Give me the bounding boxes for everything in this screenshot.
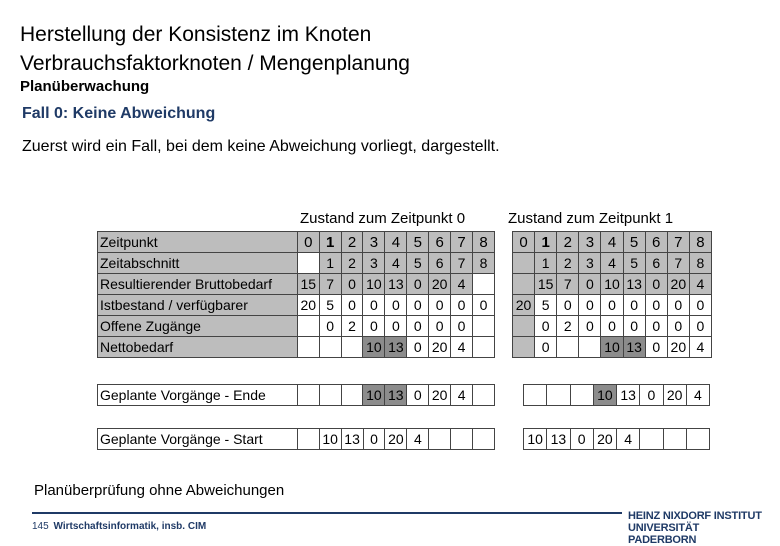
table-cell xyxy=(686,429,709,450)
table-cell xyxy=(524,385,547,406)
table-cell: 13 xyxy=(623,337,645,358)
table-cell: 20 xyxy=(667,337,689,358)
table-cell: 4 xyxy=(601,232,623,253)
table-0-ende xyxy=(97,384,495,406)
row-offene-zugaenge xyxy=(513,316,712,337)
table-cell: 5 xyxy=(407,253,429,274)
table-cell: 0 xyxy=(601,295,623,316)
row-zeitabschnitt xyxy=(98,253,495,274)
title-line-1: Herstellung der Konsistenz im Knoten xyxy=(20,23,372,46)
table-cell: 0 xyxy=(407,337,429,358)
case-title: Fall 0: Keine Abweichung xyxy=(22,105,216,122)
row-geplante-start xyxy=(524,429,710,450)
table-cell: 7 xyxy=(319,274,341,295)
table-cell: 13 xyxy=(341,429,363,450)
footer xyxy=(32,521,206,532)
row-label: Istbestand / verfügbarer xyxy=(98,295,298,316)
table-cell: 3 xyxy=(363,232,385,253)
table-cell: 4 xyxy=(451,337,473,358)
table-cell: 20 xyxy=(429,337,451,358)
table-cell: 4 xyxy=(617,429,640,450)
table-cell: 0 xyxy=(513,232,535,253)
table-cell xyxy=(640,429,663,450)
table-cell: 10 xyxy=(363,385,385,406)
table-cell: 0 xyxy=(363,316,385,337)
table-cell: 5 xyxy=(319,295,341,316)
table-cell: 20 xyxy=(429,274,451,295)
table-cell: 8 xyxy=(689,232,711,253)
table-cell: 1 xyxy=(535,253,557,274)
table-cell: 13 xyxy=(385,337,407,358)
table-cell xyxy=(473,429,495,450)
table-cell: 5 xyxy=(535,295,557,316)
table-cell: 0 xyxy=(451,295,473,316)
table-cell: 6 xyxy=(645,253,667,274)
table-cell: 0 xyxy=(385,295,407,316)
table-cell xyxy=(319,385,341,406)
table-cell: 0 xyxy=(451,316,473,337)
table-cell xyxy=(341,385,363,406)
table-cell: 0 xyxy=(341,274,363,295)
table-cell: 0 xyxy=(570,429,593,450)
table-cell: 0 xyxy=(623,316,645,337)
table-cell: 13 xyxy=(385,274,407,295)
plan-table-state-1 xyxy=(512,231,712,358)
row-istbestand xyxy=(513,295,712,316)
table-cell: 0 xyxy=(689,316,711,337)
table-cell: 15 xyxy=(297,274,319,295)
table-cell: 3 xyxy=(579,253,601,274)
table-cell: 15 xyxy=(535,274,557,295)
table-cell xyxy=(513,253,535,274)
table-cell: 0 xyxy=(429,316,451,337)
table-cell: 20 xyxy=(513,295,535,316)
table-cell: 20 xyxy=(663,385,686,406)
table-cell: 20 xyxy=(429,385,451,406)
table-cell xyxy=(297,385,319,406)
table-cell: 0 xyxy=(341,295,363,316)
table-cell: 0 xyxy=(579,274,601,295)
table-cell: 4 xyxy=(601,253,623,274)
slide-title xyxy=(20,20,410,78)
title-line-2: Verbrauchsfaktorknoten / Mengenplanung xyxy=(20,52,410,75)
table-1-ende xyxy=(523,384,710,406)
table-cell: 7 xyxy=(451,232,473,253)
table-cell: 20 xyxy=(297,295,319,316)
row-nettobedarf xyxy=(98,337,495,358)
table-cell: 0 xyxy=(429,295,451,316)
table-cell: 0 xyxy=(407,274,429,295)
figure-caption: Planüberprüfung ohne Abweichungen xyxy=(34,482,285,499)
table-cell: 13 xyxy=(623,274,645,295)
table-cell: 2 xyxy=(557,316,579,337)
table-cell: 0 xyxy=(407,295,429,316)
row-label: Zeitabschnitt xyxy=(98,253,298,274)
row-geplante-start xyxy=(98,429,495,450)
table-cell: 2 xyxy=(557,253,579,274)
plan-table-state-0 xyxy=(97,231,495,358)
row-geplante-ende xyxy=(98,385,495,406)
table-cell: 10 xyxy=(363,337,385,358)
table-cell: 2 xyxy=(341,253,363,274)
table-cell: 8 xyxy=(689,253,711,274)
row-offene-zugaenge xyxy=(98,316,495,337)
table-cell: 10 xyxy=(319,429,341,450)
page-number: 145 xyxy=(32,521,49,532)
logo-line-2: UNIVERSITÄT PADERBORN xyxy=(628,522,700,546)
table-cell: 20 xyxy=(667,274,689,295)
table-cell: 6 xyxy=(429,253,451,274)
table-cell: 0 xyxy=(640,385,663,406)
table-cell: 7 xyxy=(557,274,579,295)
table-cell xyxy=(451,429,473,450)
table-cell: 4 xyxy=(689,337,711,358)
table-cell: 8 xyxy=(473,232,495,253)
footer-text: Wirtschaftsinformatik, insb. CIM xyxy=(53,521,207,532)
table-cell xyxy=(297,429,319,450)
table-cell: 1 xyxy=(319,253,341,274)
table-cell: 4 xyxy=(385,232,407,253)
table-cell: 13 xyxy=(385,385,407,406)
table-cell xyxy=(570,385,593,406)
logo-line-1: HEINZ NIXDORF INSTITUT xyxy=(628,510,762,522)
table-cell: 0 xyxy=(689,295,711,316)
row-nettobedarf xyxy=(513,337,712,358)
table-cell: 0 xyxy=(363,295,385,316)
table-cell: 4 xyxy=(451,385,473,406)
table-1-start xyxy=(523,428,710,450)
table-cell: 3 xyxy=(363,253,385,274)
table-cell xyxy=(473,274,495,295)
table-cell: 20 xyxy=(593,429,616,450)
table-cell: 1 xyxy=(319,232,341,253)
table-cell: 5 xyxy=(623,253,645,274)
table-cell xyxy=(473,337,495,358)
table-cell: 0 xyxy=(623,295,645,316)
institute-logo xyxy=(628,510,768,546)
row-label: Geplante Vorgänge - Start xyxy=(98,429,298,450)
row-label: Offene Zugänge xyxy=(98,316,298,337)
table-cell: 0 xyxy=(407,385,429,406)
table-cell: 7 xyxy=(451,253,473,274)
footer-divider xyxy=(32,512,622,514)
table-cell: 0 xyxy=(319,316,341,337)
table-cell: 0 xyxy=(385,316,407,337)
table-cell xyxy=(473,385,495,406)
row-label: Nettobedarf xyxy=(98,337,298,358)
table-cell: 4 xyxy=(689,274,711,295)
table-cell: 0 xyxy=(645,337,667,358)
table-cell: 4 xyxy=(686,385,709,406)
table-cell: 8 xyxy=(473,253,495,274)
table-cell xyxy=(579,337,601,358)
table-cell: 0 xyxy=(297,232,319,253)
table-cell: 10 xyxy=(363,274,385,295)
table-cell xyxy=(513,337,535,358)
table-cell: 0 xyxy=(407,316,429,337)
table-cell: 0 xyxy=(667,295,689,316)
table-cell: 0 xyxy=(667,316,689,337)
table-cell xyxy=(297,316,319,337)
table-cell: 7 xyxy=(667,253,689,274)
table-cell: 0 xyxy=(579,295,601,316)
table-cell: 1 xyxy=(535,232,557,253)
row-geplante-ende xyxy=(524,385,710,406)
table-cell: 3 xyxy=(579,232,601,253)
table-cell: 5 xyxy=(407,232,429,253)
table-cell: 20 xyxy=(385,429,407,450)
table-cell: 0 xyxy=(645,295,667,316)
table-cell: 10 xyxy=(593,385,616,406)
table-cell: 0 xyxy=(363,429,385,450)
table-cell: 10 xyxy=(601,337,623,358)
table-0-start xyxy=(97,428,495,450)
table-cell xyxy=(429,429,451,450)
table-cell: 2 xyxy=(341,232,363,253)
row-label: Zeitpunkt xyxy=(98,232,298,253)
table-cell: 5 xyxy=(623,232,645,253)
table-cell: 10 xyxy=(601,274,623,295)
table-cell: 0 xyxy=(535,316,557,337)
table-cell: 6 xyxy=(645,232,667,253)
table-cell: 6 xyxy=(429,232,451,253)
table-cell: 13 xyxy=(617,385,640,406)
table-cell xyxy=(513,316,535,337)
table-cell: 0 xyxy=(645,316,667,337)
table-cell xyxy=(557,337,579,358)
row-bruttobedarf xyxy=(98,274,495,295)
table-cell: 0 xyxy=(645,274,667,295)
table-cell xyxy=(319,337,341,358)
state-1-label: Zustand zum Zeitpunkt 1 xyxy=(508,210,674,227)
table-cell: 10 xyxy=(524,429,547,450)
row-zeitpunkt xyxy=(513,232,712,253)
table-cell: 13 xyxy=(547,429,570,450)
table-cell xyxy=(297,337,319,358)
table-cell: 4 xyxy=(407,429,429,450)
table-cell: 2 xyxy=(557,232,579,253)
table-cell: 0 xyxy=(601,316,623,337)
table-cell: 2 xyxy=(341,316,363,337)
table-cell xyxy=(297,253,319,274)
state-0-label: Zustand zum Zeitpunkt 0 xyxy=(300,210,466,227)
table-cell: 4 xyxy=(451,274,473,295)
table-cell: 0 xyxy=(579,316,601,337)
table-cell xyxy=(473,316,495,337)
table-cell: 0 xyxy=(557,295,579,316)
intro-text: Zuerst wird ein Fall, bei dem keine Abweichung vorliegt, dargestellt. xyxy=(22,138,500,155)
table-cell xyxy=(547,385,570,406)
table-cell xyxy=(513,274,535,295)
row-bruttobedarf xyxy=(513,274,712,295)
row-zeitabschnitt xyxy=(513,253,712,274)
table-cell: 7 xyxy=(667,232,689,253)
row-label: Geplante Vorgänge - Ende xyxy=(98,385,298,406)
row-istbestand xyxy=(98,295,495,316)
row-label: Resultierender Bruttobedarf xyxy=(98,274,298,295)
table-cell: 4 xyxy=(385,253,407,274)
table-cell xyxy=(341,337,363,358)
table-cell: 0 xyxy=(535,337,557,358)
slide-subtitle: Planüberwachung xyxy=(20,78,150,95)
row-zeitpunkt xyxy=(98,232,495,253)
table-cell xyxy=(663,429,686,450)
table-cell: 0 xyxy=(473,295,495,316)
